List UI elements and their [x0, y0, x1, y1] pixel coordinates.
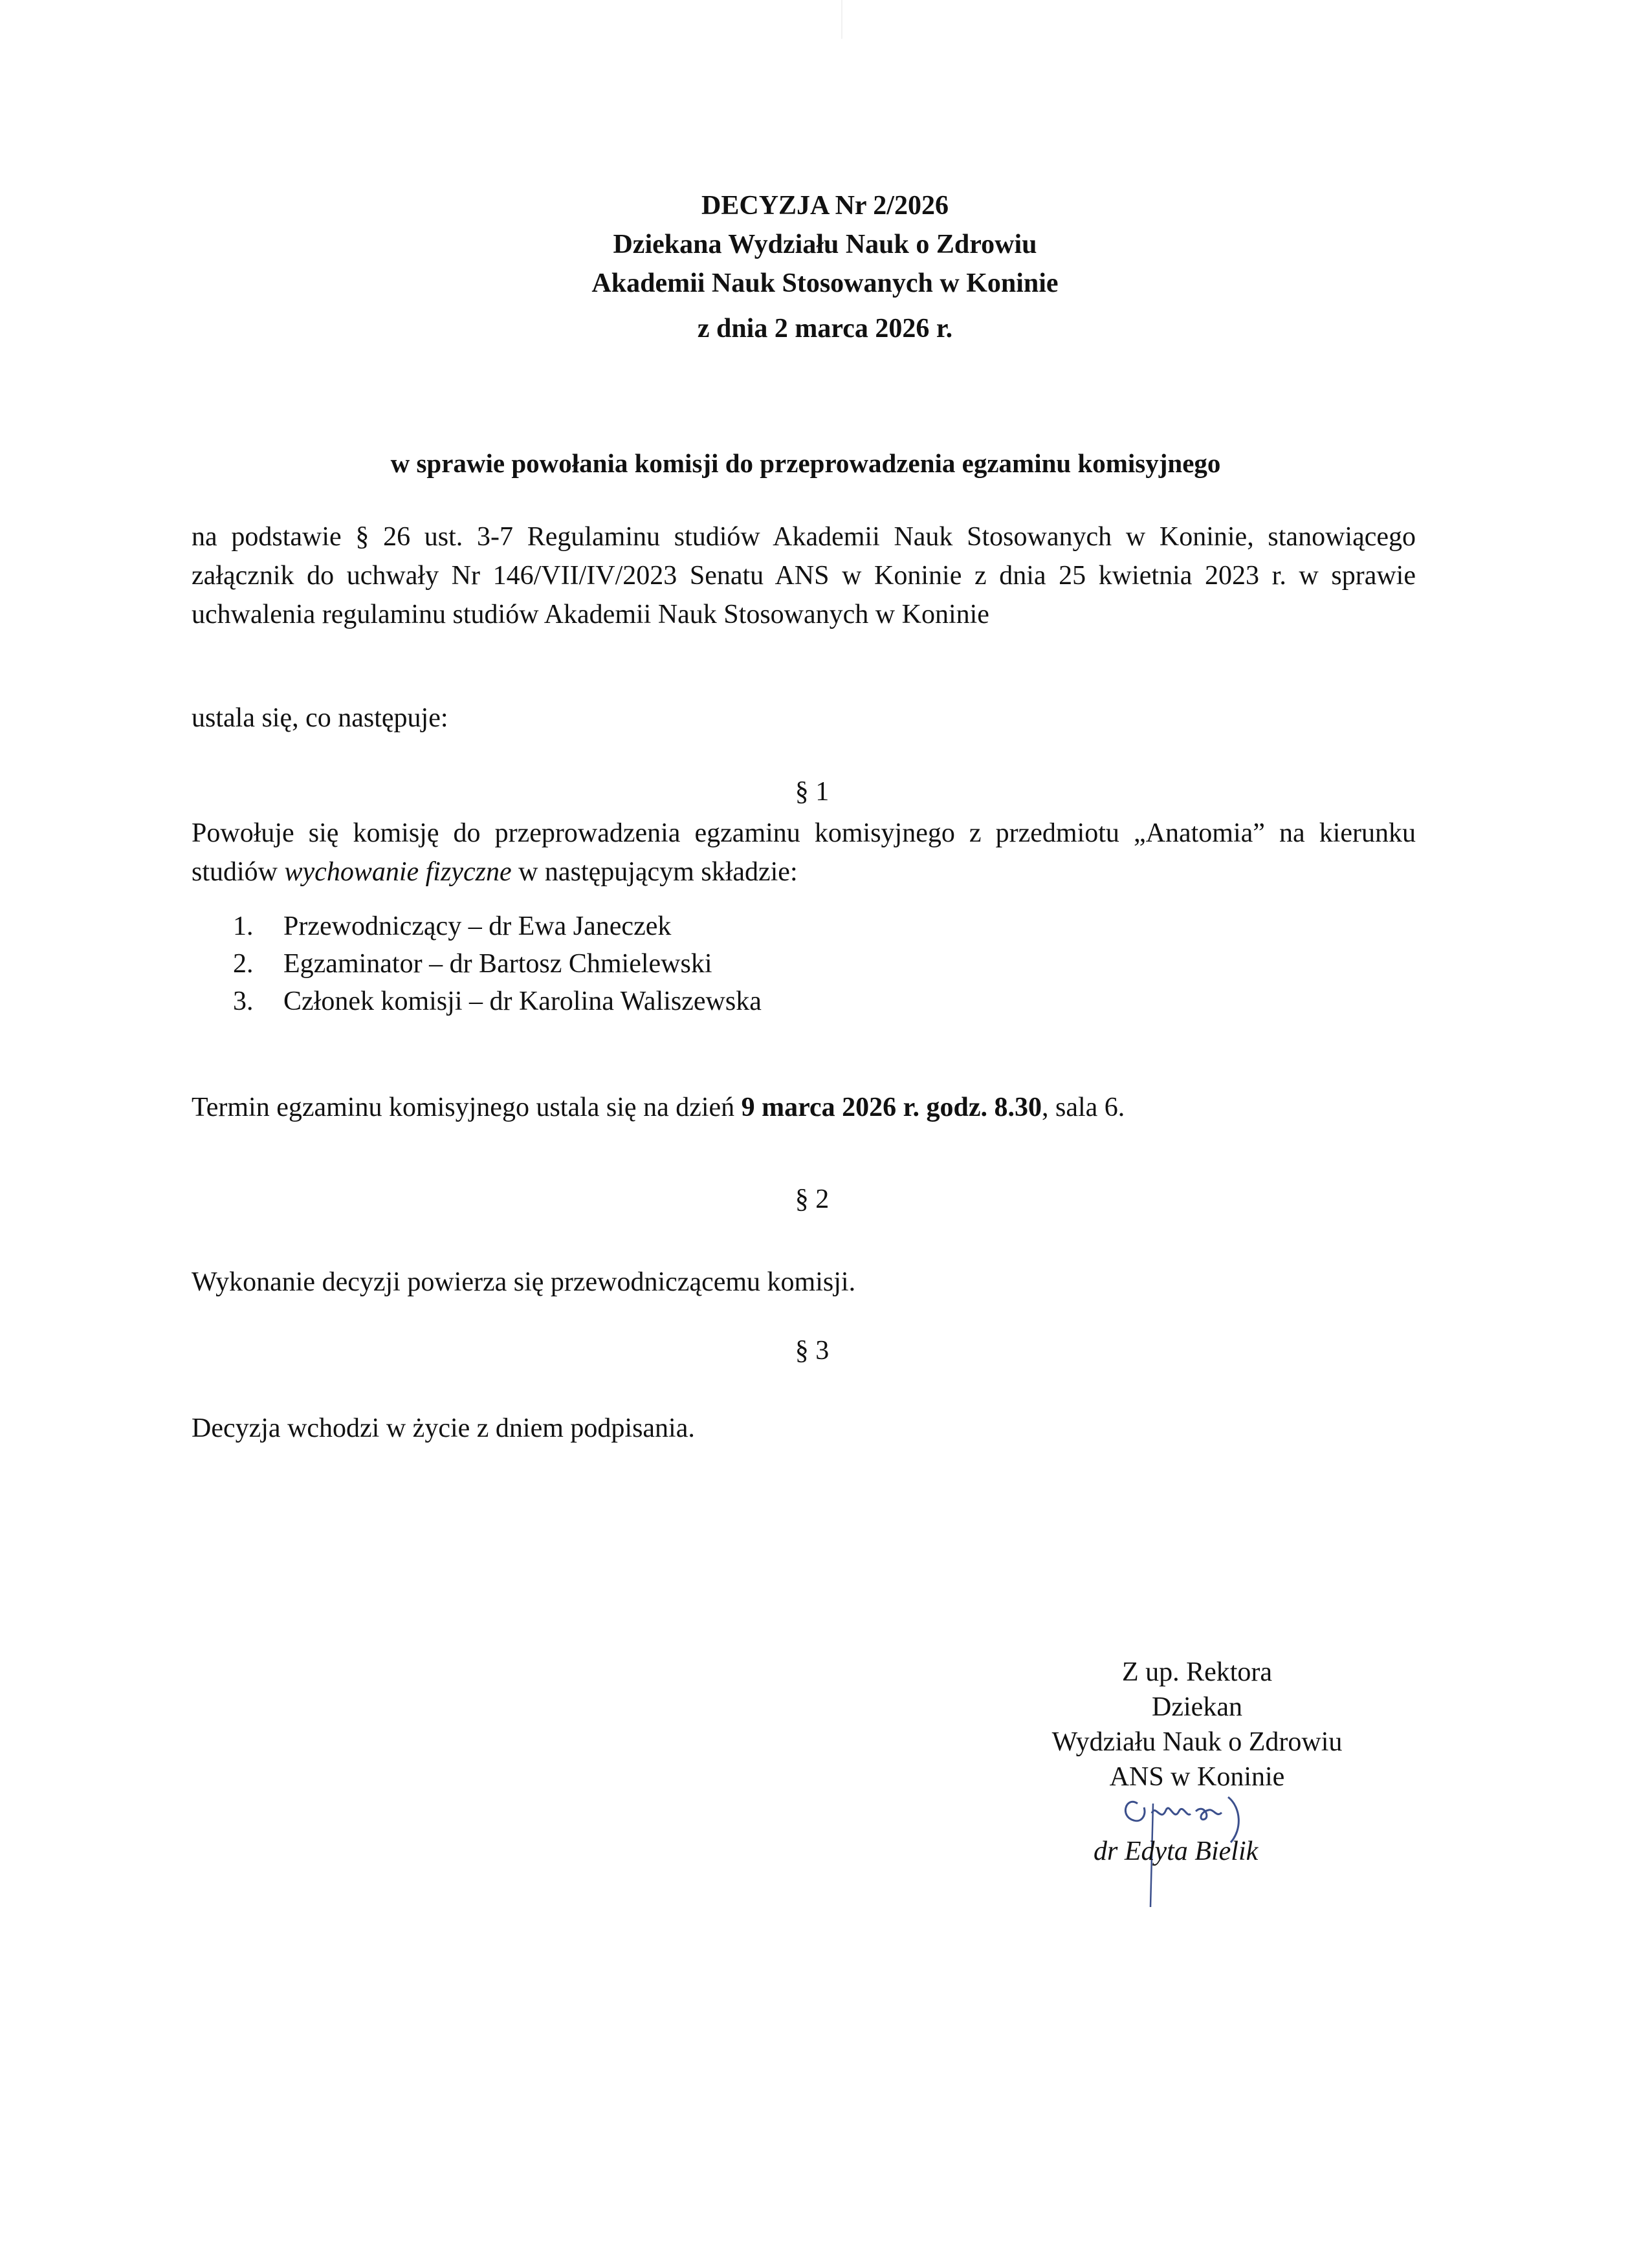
- list-item-number: 1.: [233, 911, 254, 941]
- decision-intro: ustala się, co następuje:: [192, 703, 448, 733]
- list-item-number: 2.: [233, 949, 254, 979]
- signature-block: [971, 1655, 1424, 1794]
- list-item: [233, 908, 762, 945]
- signature-authority: Z up. Rektora: [1121, 1657, 1273, 1687]
- list-item-text: Egzaminator – dr Bartosz Chmielewski: [283, 949, 712, 979]
- signature-faculty: Wydziału Nauk o Zdrowiu: [1051, 1727, 1343, 1757]
- signature-role: Dziekan: [1152, 1692, 1242, 1722]
- list-item: [233, 983, 762, 1020]
- section-1-text: [192, 814, 1416, 891]
- decision-date: z dnia 2 marca 2026 r.: [697, 314, 953, 343]
- list-item: [233, 945, 762, 983]
- signer-name: dr Edyta Bielik: [1094, 1837, 1259, 1866]
- section-3-mark: § 3: [795, 1336, 830, 1366]
- decision-subject: w sprawie powołania komisji do przeprowadzenia egzaminu komisyjnego: [390, 448, 1221, 478]
- institution-name: Akademii Nauk Stosowanych w Koninie: [591, 268, 1059, 298]
- decision-number: DECYZJA Nr 2/2026: [701, 191, 949, 221]
- list-item-text: Przewodniczący – dr Ewa Janeczek: [283, 911, 672, 941]
- issuer-title: Dziekana Wydziału Nauk o Zdrowiu: [613, 230, 1037, 259]
- scan-edge-mark: [841, 0, 842, 39]
- list-item-number: 3.: [233, 987, 254, 1016]
- section-2-mark: § 2: [795, 1184, 830, 1214]
- decision-header: [0, 186, 1650, 348]
- exam-date-paragraph: [192, 1088, 1416, 1127]
- signature-institution: ANS w Koninie: [1109, 1762, 1285, 1792]
- exam-room: , sala 6.: [1041, 1093, 1125, 1122]
- study-field: wychowanie fizyczne: [284, 857, 512, 887]
- exam-date-intro: Termin egzaminu komisyjnego ustala się na dzień: [192, 1093, 742, 1122]
- section-1-text-part-b: w następującym składzie:: [511, 857, 798, 887]
- section-1-mark: § 1: [795, 777, 830, 807]
- exam-date-time: 9 marca 2026 r. godz. 8.30: [741, 1093, 1042, 1122]
- section-1-text-part-a: Powołuje się komisję do przeprowadzenia egzaminu komisyjnego z przedmiotu „Anatomia” na kierunku studiów: [192, 818, 1416, 887]
- list-item-text: Członek komisji – dr Karolina Waliszewska: [283, 987, 762, 1016]
- committee-members-list: [233, 908, 762, 1020]
- section-2-text: Wykonanie decyzji powierza się przewodniczącemu komisji.: [192, 1267, 856, 1297]
- legal-basis: na podstawie § 26 ust. 3-7 Regulaminu studiów Akademii Nauk Stosowanych w Koninie, stanowiącego załącznik do uchwały Nr 146/VII/IV/2023 Senatu ANS w Koninie z dnia 25 kwietnia 2023 r. w sprawie uchwalenia regulaminu studiów Akademii Nauk Stosowanych w Koninie: [192, 522, 1416, 629]
- section-3-text: Decyzja wchodzi w życie z dniem podpisania.: [192, 1413, 695, 1443]
